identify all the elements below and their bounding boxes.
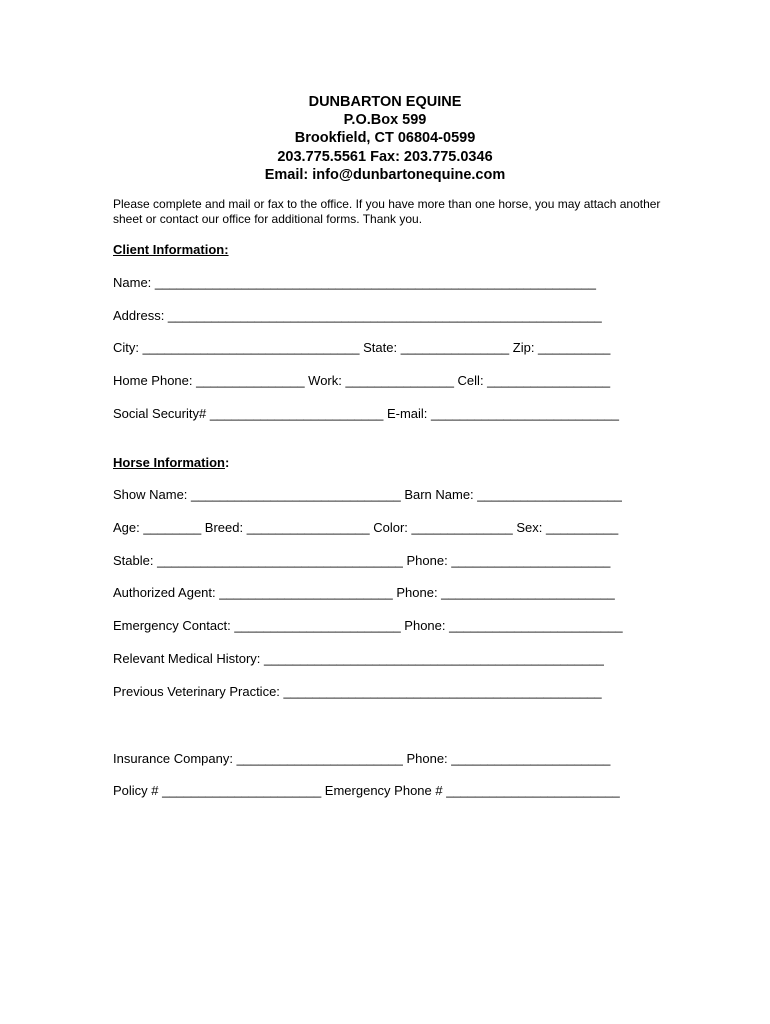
phone-fax: 203.775.5561 Fax: 203.775.0346 (277, 148, 493, 165)
previous-vet-field-row[interactable]: Previous Veterinary Practice: ____________________________________________ (113, 684, 602, 699)
name-field-row[interactable]: Name: _____________________________________________________________ (113, 275, 596, 290)
medical-history-field-row[interactable]: Relevant Medical History: _______________________________________________ (113, 651, 604, 666)
city-state-zip: Brookfield, CT 06804-0599 (294, 130, 476, 147)
client-information-heading (113, 242, 229, 257)
address-field-row[interactable]: Address: ____________________________________________________________ (113, 308, 602, 323)
client-heading-text: Client Information: (113, 242, 229, 257)
insurance-company-field-row[interactable]: Insurance Company: _______________________ Phone: ______________________ (113, 751, 611, 766)
letterhead (0, 93, 770, 184)
ssn-email-field-row[interactable]: Social Security# ________________________ E-mail: __________________________ (113, 406, 619, 421)
phones-field-row[interactable]: Home Phone: _______________ Work: _______________ Cell: _________________ (113, 373, 611, 388)
horse-information-heading (113, 455, 229, 470)
instructions-paragraph: Please complete and mail or fax to the office. If you have more than one horse, you may attach another sheet or contact our office for additional forms. Thank you. (113, 197, 661, 226)
company-name: DUNBARTON EQUINE (308, 94, 462, 110)
horse-heading-colon: : (224, 455, 230, 470)
age-breed-color-sex-field-row[interactable]: Age: ________ Breed: _________________ Color: ______________ Sex: __________ (113, 520, 619, 535)
email-address: Email: info@dunbartonequine.com (264, 166, 506, 183)
authorized-agent-field-row[interactable]: Authorized Agent: ________________________ Phone: ________________________ (113, 585, 615, 600)
policy-emergency-phone-field-row[interactable]: Policy # ______________________ Emergency Phone # ________________________ (113, 783, 620, 798)
po-box: P.O.Box 599 (343, 112, 427, 129)
show-barn-name-field-row[interactable]: Show Name: _____________________________ Barn Name: ____________________ (113, 487, 622, 502)
horse-heading-text: Horse Information (113, 455, 225, 470)
emergency-contact-field-row[interactable]: Emergency Contact: _______________________ Phone: ________________________ (113, 618, 623, 633)
city-state-zip-field-row[interactable]: City: ______________________________ State: _______________ Zip: __________ (113, 340, 611, 355)
stable-phone-field-row[interactable]: Stable: __________________________________ Phone: ______________________ (113, 553, 611, 568)
